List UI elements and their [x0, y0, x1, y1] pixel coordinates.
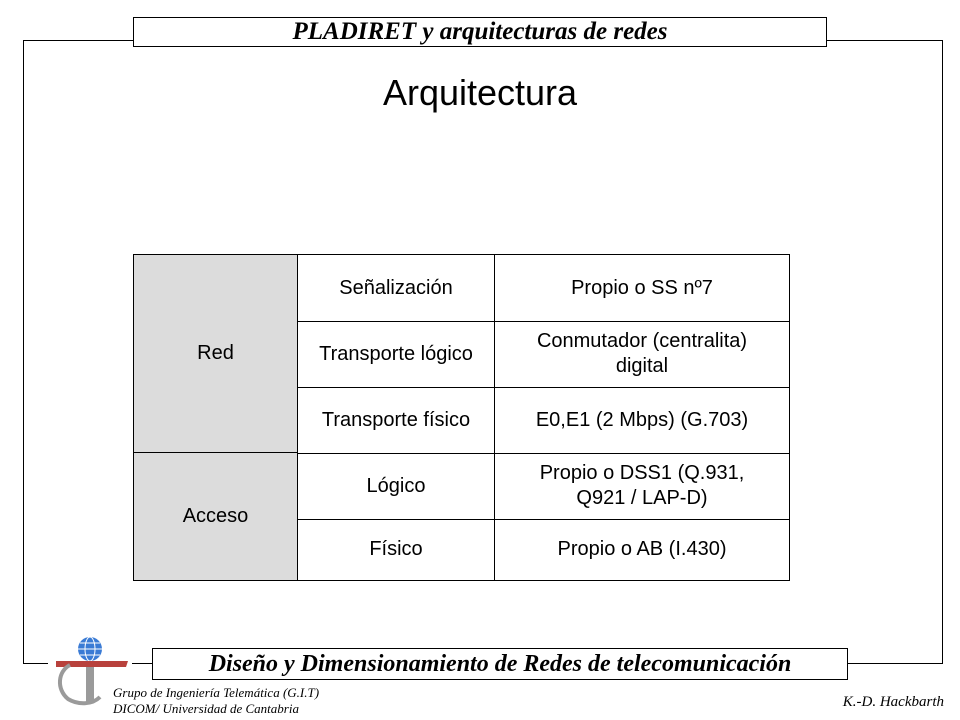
layer-transporte-fisico: Transporte físico	[298, 387, 495, 453]
header-banner: PLADIRET y arquitecturas de redes	[133, 17, 827, 47]
group-red: Red	[134, 255, 298, 453]
layer-fisico: Físico	[298, 519, 495, 580]
layer-transporte-logico: Transporte lógico	[298, 321, 495, 387]
value-transporte-fisico: E0,E1 (2 Mbps) (G.703)	[535, 408, 749, 431]
layer-logico: Lógico	[298, 453, 495, 519]
footer-group-line2: DICOM/ Universidad de Cantabria	[113, 701, 299, 716]
footer-author: K.-D. Hackbarth	[842, 694, 944, 710]
footer-group-line1: Grupo de Ingeniería Telemática (G.I.T)	[113, 685, 320, 700]
value-senalizacion: Propio o SS nº7	[571, 276, 713, 299]
value-fisico: Propio o AB (I.430)	[557, 538, 727, 560]
group-acceso: Acceso	[134, 453, 298, 580]
footer-banner: Diseño y Dimensionamiento de Redes de telecomunicación	[152, 648, 848, 680]
layer-senalizacion: Señalización	[298, 255, 495, 321]
slide-title: Arquitectura	[382, 72, 578, 113]
value-logico: Propio o DSS1 (Q.931, Q921 / LAP-D)	[539, 462, 745, 509]
value-transporte-logico: Conmutador (centralita) digital	[536, 330, 748, 377]
architecture-table	[133, 254, 790, 581]
footer-affiliation	[113, 685, 319, 717]
